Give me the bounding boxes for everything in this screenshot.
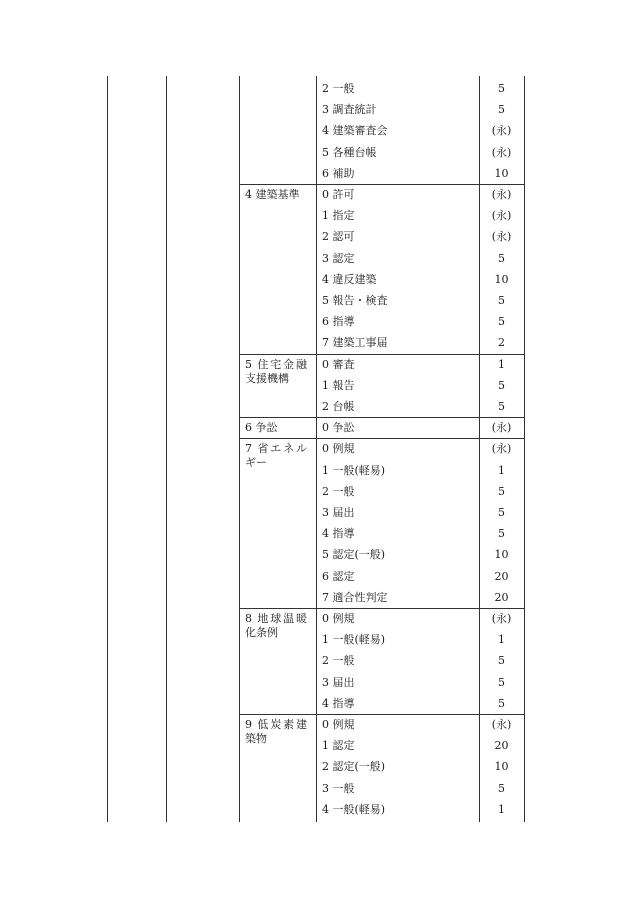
retention-period: 5 [498, 654, 505, 668]
subcategory-text: 2 台帳 [322, 400, 355, 413]
retention-period: (永) [491, 442, 512, 456]
subcategory-text: 7 適合性判定 [322, 590, 388, 604]
subcategory-text: 3 調査統計 [322, 103, 377, 117]
retention-period: (永) [491, 612, 512, 625]
retention-period: 5 [498, 675, 505, 689]
category-label: 5 住宅金融支援機構 [245, 357, 307, 385]
retention-period: (永) [491, 145, 512, 159]
subcategory-text: 0 例規 [322, 442, 355, 456]
retention-period: 20 [494, 569, 509, 583]
retention-period: 5 [498, 484, 505, 498]
retention-period: 1 [498, 633, 505, 647]
subcategory-text: 0 例規 [322, 612, 355, 625]
subcategory-text: 0 審査 [322, 357, 355, 371]
retention-period: 10 [494, 166, 509, 180]
retention-period: 20 [494, 739, 509, 753]
subcategory-text: 7 建築工事届 [322, 336, 388, 350]
retention-period: 2 [498, 336, 505, 350]
retention-period: (永) [491, 124, 512, 138]
subcategory-text: 6 指導 [322, 315, 355, 329]
subcategory-text: 1 認定 [322, 739, 355, 753]
retention-period: 5 [498, 527, 505, 541]
subcategory-text: 1 報告 [322, 378, 355, 392]
subcategory-text: 3 届出 [322, 675, 355, 689]
subcategory-text: 1 指定 [322, 209, 355, 223]
retention-period: 5 [498, 103, 505, 117]
subcategory-text: 4 違反建築 [322, 272, 377, 286]
retention-period: 5 [498, 315, 505, 329]
subcategory-text: 2 一般 [322, 82, 355, 95]
subcategory-text: 1 一般(軽易) [322, 633, 386, 647]
subcategory-text: 0 許可 [322, 188, 355, 201]
category-label: 7 省エネルギー [245, 442, 307, 470]
subcategory-text: 4 一般(軽易) [322, 802, 386, 816]
subcategory-text: 5 各種台帳 [322, 145, 377, 159]
column-rule [239, 76, 240, 822]
retention-period: 5 [498, 82, 505, 95]
subcategory-text: 2 一般 [322, 654, 355, 668]
retention-period: 1 [498, 463, 505, 477]
subcategory-text: 4 建築審査会 [322, 124, 388, 138]
row-divider [239, 714, 524, 715]
retention-period: 1 [498, 802, 505, 816]
subcategory-text: 3 認定 [322, 251, 355, 265]
retention-period: 20 [494, 590, 509, 604]
retention-period: 5 [498, 506, 505, 519]
retention-period: 1 [498, 357, 505, 371]
row-divider [239, 354, 524, 355]
subcategory-text: 5 報告・検査 [322, 294, 388, 307]
retention-period: 5 [498, 378, 505, 392]
retention-period: 5 [498, 251, 505, 265]
retention-period: (永) [491, 188, 512, 201]
retention-period: 5 [498, 696, 505, 710]
retention-period: (永) [491, 230, 512, 244]
subcategory-text: 5 認定(一般) [322, 548, 386, 562]
column-rule [524, 76, 525, 822]
column-rule [166, 76, 167, 822]
subcategory-text: 0 争訟 [322, 421, 355, 435]
subcategory-text: 2 一般 [322, 484, 355, 498]
column-rule [107, 76, 108, 822]
retention-period: 5 [498, 400, 505, 413]
row-divider [239, 417, 524, 418]
subcategory-text: 2 認定(一般) [322, 760, 386, 774]
subcategory-text: 1 一般(軽易) [322, 463, 386, 477]
column-rule [316, 76, 317, 822]
subcategory-text: 3 一般 [322, 781, 355, 795]
subcategory-text: 6 補助 [322, 166, 355, 180]
retention-period: (永) [491, 209, 512, 223]
retention-period: 5 [498, 781, 505, 795]
category-label: 6 争訟 [245, 421, 278, 435]
row-divider [239, 608, 524, 609]
category-label: 4 建築基準 [245, 188, 300, 201]
retention-period: (永) [491, 718, 512, 731]
category-label: 9 低炭素建築物 [245, 718, 307, 745]
subcategory-text: 4 指導 [322, 527, 355, 541]
retention-period: 10 [494, 272, 509, 286]
row-divider [239, 184, 524, 185]
subcategory-text: 4 指導 [322, 696, 355, 710]
subcategory-text: 6 認定 [322, 569, 355, 583]
subcategory-text: 3 届出 [322, 506, 355, 519]
subcategory-text: 0 例規 [322, 718, 355, 731]
retention-period: 5 [498, 294, 505, 307]
retention-period: (永) [491, 421, 512, 435]
category-label: 8 地球温暖化条例 [245, 612, 307, 639]
retention-period: 10 [494, 548, 509, 562]
subcategory-text: 2 認可 [322, 230, 355, 244]
retention-period: 10 [494, 760, 509, 774]
row-divider [239, 438, 524, 439]
